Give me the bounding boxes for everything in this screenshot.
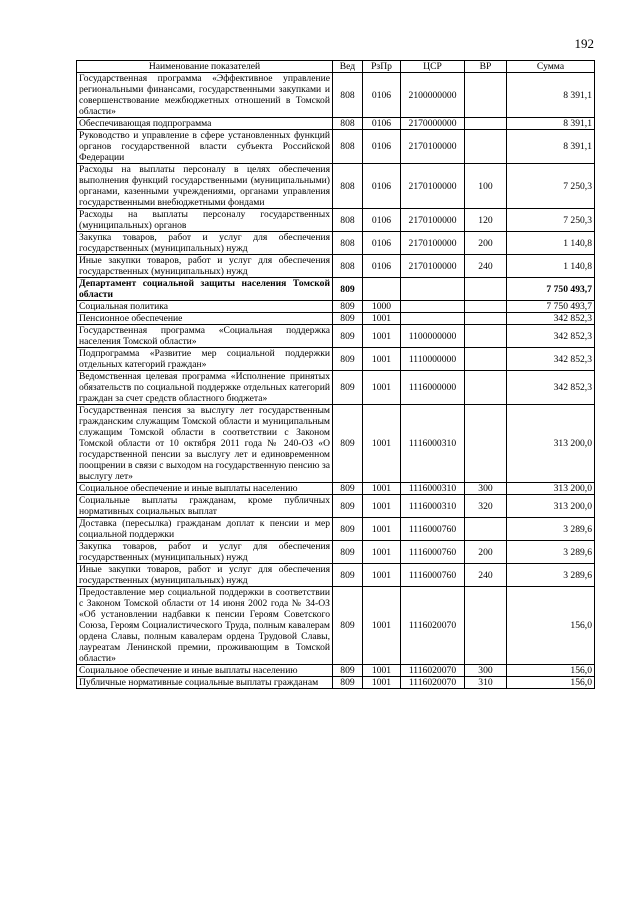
table-row [77, 665, 595, 677]
table-row [77, 541, 595, 564]
cell-vr [465, 371, 507, 405]
cell-rzpr: 1001 [363, 313, 401, 325]
cell-ved: 808 [333, 164, 363, 209]
cell-name: Предоставление мер социальной поддержки в соответствии с Законом Томской области от 14 июня 2002 года № 34-ОЗ «Об установлении надбавки к пенсии Героям Советского Союза, Героям Социалистического Труда, полным кавалерам ордена Славы, полным кавалерам ордена Трудовой Славы, лауреатам Ленинской премии, проживающим в Томской области» [77, 587, 333, 665]
cell-vr [465, 118, 507, 130]
cell-vr: 200 [465, 232, 507, 255]
table-row [77, 73, 595, 118]
cell-vr [465, 73, 507, 118]
cell-sum: 8 391,1 [507, 118, 595, 130]
cell-sum: 7 750 493,7 [507, 301, 595, 313]
cell-vr: 320 [465, 495, 507, 518]
table-row [77, 371, 595, 405]
cell-csr: 2170100000 [401, 164, 465, 209]
cell-csr: 1116000310 [401, 405, 465, 483]
column-header-rzpr: РзПр [363, 61, 401, 73]
cell-ved: 809 [333, 301, 363, 313]
cell-vr [465, 278, 507, 301]
column-header-ved: Вед [333, 61, 363, 73]
cell-name: Закупка товаров, работ и услуг для обеспечения государственных (муниципальных) нужд [77, 541, 333, 564]
cell-csr: 1100000000 [401, 325, 465, 348]
cell-vr: 240 [465, 564, 507, 587]
cell-ved: 809 [333, 665, 363, 677]
cell-vr: 300 [465, 483, 507, 495]
cell-ved: 809 [333, 313, 363, 325]
cell-sum: 313 200,0 [507, 405, 595, 483]
cell-vr [465, 405, 507, 483]
cell-rzpr: 0106 [363, 209, 401, 232]
cell-rzpr: 1001 [363, 405, 401, 483]
cell-name: Подпрограмма «Развитие мер социальной поддержки отдельных категорий граждан» [77, 348, 333, 371]
cell-name: Обеспечивающая подпрограмма [77, 118, 333, 130]
cell-sum: 7 750 493,7 [507, 278, 595, 301]
cell-csr [401, 278, 465, 301]
cell-name: Руководство и управление в сфере установленных функций органов государственной власти субъекта Российской Федерации [77, 130, 333, 164]
cell-sum: 313 200,0 [507, 483, 595, 495]
cell-vr [465, 587, 507, 665]
cell-vr: 200 [465, 541, 507, 564]
cell-ved: 809 [333, 495, 363, 518]
cell-rzpr: 0106 [363, 164, 401, 209]
cell-ved: 809 [333, 278, 363, 301]
cell-ved: 809 [333, 587, 363, 665]
cell-csr: 1116020070 [401, 587, 465, 665]
cell-rzpr: 1001 [363, 541, 401, 564]
cell-name: Государственная программа «Эффективное управление региональными финансами, государственными закупками и совершенствование межбюджетных отношений в Томской области» [77, 73, 333, 118]
cell-csr: 1116000000 [401, 371, 465, 405]
cell-sum: 156,0 [507, 587, 595, 665]
cell-name: Закупка товаров, работ и услуг для обеспечения государственных (муниципальных) нужд [77, 232, 333, 255]
cell-vr [465, 518, 507, 541]
cell-name: Расходы на выплаты персоналу государственных (муниципальных) органов [77, 209, 333, 232]
cell-vr: 120 [465, 209, 507, 232]
cell-name: Иные закупки товаров, работ и услуг для обеспечения государственных (муниципальных) нужд [77, 564, 333, 587]
cell-sum: 1 140,8 [507, 232, 595, 255]
table-row [77, 564, 595, 587]
table-row [77, 518, 595, 541]
cell-ved: 808 [333, 130, 363, 164]
table-row [77, 495, 595, 518]
cell-rzpr: 0106 [363, 232, 401, 255]
cell-ved: 809 [333, 564, 363, 587]
table-row [77, 232, 595, 255]
table-row [77, 278, 595, 301]
cell-name: Публичные нормативные социальные выплаты гражданам [77, 677, 333, 689]
cell-sum: 3 289,6 [507, 541, 595, 564]
table-body [77, 73, 595, 689]
cell-vr [465, 313, 507, 325]
cell-sum: 342 852,3 [507, 313, 595, 325]
cell-sum: 3 289,6 [507, 518, 595, 541]
cell-csr: 1116000760 [401, 518, 465, 541]
cell-name: Государственная программа «Социальная поддержка населения Томской области» [77, 325, 333, 348]
cell-rzpr: 1001 [363, 348, 401, 371]
cell-ved: 809 [333, 405, 363, 483]
cell-csr [401, 313, 465, 325]
table-row [77, 325, 595, 348]
cell-csr: 1116000310 [401, 483, 465, 495]
cell-rzpr: 0106 [363, 118, 401, 130]
page-number: 192 [574, 36, 594, 51]
cell-csr: 2100000000 [401, 73, 465, 118]
cell-rzpr: 1001 [363, 495, 401, 518]
cell-rzpr [363, 278, 401, 301]
cell-ved: 809 [333, 677, 363, 689]
cell-sum: 342 852,3 [507, 371, 595, 405]
cell-vr: 100 [465, 164, 507, 209]
cell-ved: 809 [333, 483, 363, 495]
cell-name: Социальные выплаты гражданам, кроме публичных нормативных социальных выплат [77, 495, 333, 518]
budget-table [76, 60, 595, 689]
table-row [77, 405, 595, 483]
cell-rzpr: 0106 [363, 73, 401, 118]
cell-vr [465, 348, 507, 371]
cell-sum: 7 250,3 [507, 164, 595, 209]
cell-csr [401, 301, 465, 313]
cell-rzpr: 1001 [363, 325, 401, 348]
cell-csr: 1110000000 [401, 348, 465, 371]
cell-csr: 2170100000 [401, 232, 465, 255]
cell-vr [465, 130, 507, 164]
cell-sum: 8 391,1 [507, 130, 595, 164]
cell-name: Пенсионное обеспечение [77, 313, 333, 325]
cell-ved: 808 [333, 73, 363, 118]
table-row [77, 483, 595, 495]
cell-sum: 156,0 [507, 665, 595, 677]
cell-sum: 3 289,6 [507, 564, 595, 587]
cell-name: Иные закупки товаров, работ и услуг для обеспечения государственных (муниципальных) нужд [77, 255, 333, 278]
cell-ved: 809 [333, 541, 363, 564]
cell-ved: 808 [333, 232, 363, 255]
cell-rzpr: 1001 [363, 677, 401, 689]
cell-rzpr: 0106 [363, 130, 401, 164]
cell-sum: 7 250,3 [507, 209, 595, 232]
cell-rzpr: 1001 [363, 483, 401, 495]
cell-ved: 808 [333, 118, 363, 130]
table-header-row [77, 61, 595, 73]
cell-csr: 1116000760 [401, 541, 465, 564]
table-row [77, 164, 595, 209]
cell-ved: 809 [333, 371, 363, 405]
column-header-sum: Сумма [507, 61, 595, 73]
cell-rzpr: 1001 [363, 371, 401, 405]
cell-name: Социальная политика [77, 301, 333, 313]
table-row [77, 348, 595, 371]
table-row [77, 587, 595, 665]
cell-ved: 808 [333, 255, 363, 278]
cell-sum: 8 391,1 [507, 73, 595, 118]
column-header-name: Наименование показателей [77, 61, 333, 73]
cell-name: Социальное обеспечение и иные выплаты населению [77, 483, 333, 495]
cell-ved: 809 [333, 348, 363, 371]
cell-rzpr: 1000 [363, 301, 401, 313]
cell-csr: 2170100000 [401, 255, 465, 278]
cell-vr: 310 [465, 677, 507, 689]
cell-csr: 2170100000 [401, 130, 465, 164]
cell-sum: 342 852,3 [507, 325, 595, 348]
table-row [77, 209, 595, 232]
table-row [77, 118, 595, 130]
cell-name: Департамент социальной защиты населения Томской области [77, 278, 333, 301]
cell-ved: 809 [333, 518, 363, 541]
table-row [77, 677, 595, 689]
cell-csr: 2170000000 [401, 118, 465, 130]
cell-rzpr: 0106 [363, 255, 401, 278]
cell-vr: 240 [465, 255, 507, 278]
cell-csr: 1116000310 [401, 495, 465, 518]
table-row [77, 255, 595, 278]
cell-sum: 313 200,0 [507, 495, 595, 518]
cell-sum: 342 852,3 [507, 348, 595, 371]
cell-rzpr: 1001 [363, 518, 401, 541]
cell-csr: 1116000760 [401, 564, 465, 587]
cell-rzpr: 1001 [363, 564, 401, 587]
column-header-vr: ВР [465, 61, 507, 73]
table-row [77, 130, 595, 164]
table-row [77, 301, 595, 313]
cell-ved: 808 [333, 209, 363, 232]
cell-rzpr: 1001 [363, 587, 401, 665]
cell-name: Доставка (пересылка) гражданам доплат к пенсии и мер социальной поддержки [77, 518, 333, 541]
cell-sum: 1 140,8 [507, 255, 595, 278]
cell-csr: 1116020070 [401, 665, 465, 677]
cell-sum: 156,0 [507, 677, 595, 689]
column-header-csr: ЦСР [401, 61, 465, 73]
cell-name: Социальное обеспечение и иные выплаты населению [77, 665, 333, 677]
cell-ved: 809 [333, 325, 363, 348]
cell-vr [465, 301, 507, 313]
cell-name: Расходы на выплаты персоналу в целях обеспечения выполнения функций государственными (муниципальными) органами, казенными учреждениями, органами управления государственными внебюджетными фондами [77, 164, 333, 209]
table-row [77, 313, 595, 325]
cell-vr [465, 325, 507, 348]
cell-rzpr: 1001 [363, 665, 401, 677]
cell-name: Государственная пенсия за выслугу лет государственным гражданским служащим Томской области и муниципальным служащим Томской области в соответствии с Законом Томской области от 10 октября 2011 года № 240-ОЗ «О государственной пенсии за выслугу лет и единовременном поощрении в связи с выходом на государственную пенсию за выслугу лет» [77, 405, 333, 483]
cell-vr: 300 [465, 665, 507, 677]
cell-name: Ведомственная целевая программа «Исполнение принятых обязательств по социальной поддержке отдельных категорий граждан за счет средств областного бюджета» [77, 371, 333, 405]
cell-csr: 1116020070 [401, 677, 465, 689]
cell-csr: 2170100000 [401, 209, 465, 232]
